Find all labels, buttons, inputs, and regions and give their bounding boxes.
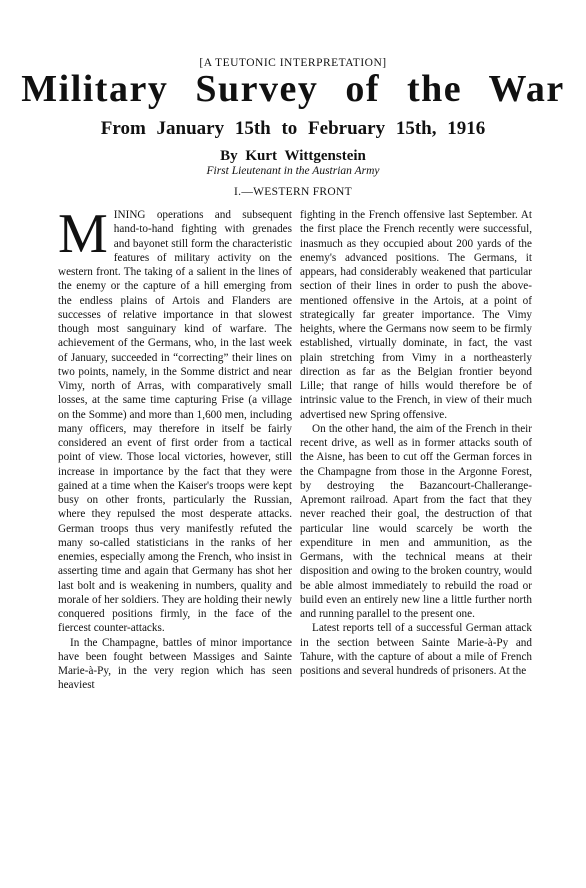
- author-rank: First Lieutenant in the Austrian Army: [206, 165, 380, 177]
- author-byline: By Kurt Wittgenstein: [220, 148, 366, 164]
- right-column: [300, 208, 532, 678]
- section-heading: I.—WESTERN FRONT: [234, 186, 352, 198]
- paragraph: In the Champagne, battles of minor importance have been fought between Massiges and Sainte Marie-à-Py, in the very region which has seen heaviest: [58, 636, 292, 692]
- article-title: Military Survey of the War: [21, 68, 565, 110]
- article-kicker: [A TEUTONIC INTERPRETATION]: [199, 57, 387, 69]
- paragraph-text: INING operations and subsequent hand-to-hand fighting with grenades and bayonet still form the characteristic features of military activity on the western front. The taking of a salient in the lines of the enemy or the capture of a hill emerging from the endless plains of Artois and Flanders are successes of relative importance in that slowest though most sanguinary kind of warfare. The achievement of the Germans, who, in the last week of January, succeeded in “correcting” their lines on two points, namely, in the Somme district and near Vimy, north of Arras, with comparatively small losses, at the same time capturing Frise (a village on the Somme) and more than 1,600 men, including many officers, may therefore in itself be fairly considered an event of first order from a tactical point of view. Those local victories, however, still increase in importance by the fact that they were gained at a time when the Kaiser's troops were kept busy on other fronts, particularly the Russian, where they repulsed the most desperate attacks. German troops thus very manifestly refuted the many so-called statisticians in the ranks of her enemies, especially among the French, who insist in asserting time and again that Germany has shot her last bolt and is weakening in numbers, quality and morale of her soldiers. They are holding their newly conquered positions firmly, in the face of the fiercest counter-attacks.: [58, 209, 292, 635]
- article-subtitle: From January 15th to February 15th, 1916: [100, 118, 486, 139]
- paragraph: On the other hand, the aim of the French in their recent drive, as well as in former attacks south of the Aisne, has been to cut off the German forces in the Champagne from those in the Argonne Forest, by destroying the Bazancourt-Challerange-Apremont railroad. Apart from the fact that they never reached their goal, the destruction of that particular line would scarcely be worth the expenditure in men and ammunition, as the Germans, with the technical means at their disposition and owing to the broken country, would be able almost immediately to rebuild the road or build even an entirely new line a little further north and running parallel to the present one.: [300, 422, 532, 620]
- paragraph: [58, 203, 292, 636]
- drop-cap: M: [58, 203, 108, 265]
- paragraph: Latest reports tell of a successful German attack in the section between Sainte Marie-à-Py and Tahure, with the capture of about a mile of French positions and several hundreds of prisoners. At the: [300, 622, 532, 677]
- paragraph: fighting in the French offensive last September. At the first place the French recently were successful, inasmuch as they occupied about 200 yards of the enemy's advanced positions. The Germans, it appears, had considerably weakened that particular section of their lines in order to push the above-mentioned offensive in the Artois, at a point of strategically far greater importance. The Vimy heights, where the Germans now seem to be firmly established, virtually dominate, in fact, the vast plain stretching from Vimy in a northeasterly direction as far as the Belgian frontier beyond Lille; that range of hills would therefore be of intrinsic value to the French, in view of their much advertised new Spring offensive.: [300, 209, 532, 421]
- left-column: [58, 203, 292, 693]
